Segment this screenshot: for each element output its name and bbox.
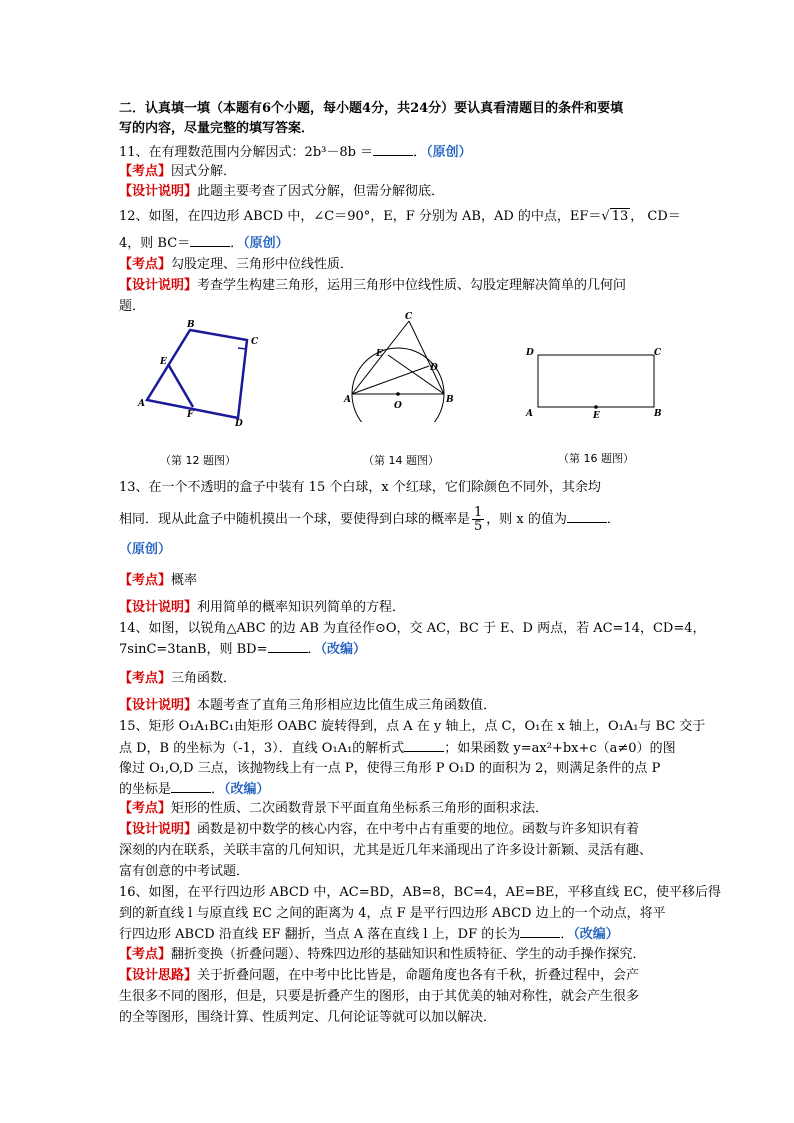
- q14-answer-blank[interactable]: [268, 640, 308, 653]
- q14-kaodian-text: 三角函数．: [171, 671, 237, 686]
- q13-sheji-tag: 【设计说明】: [119, 600, 198, 615]
- q12-sheji-tag: 【设计说明】: [119, 278, 198, 293]
- q12-end: ．: [230, 236, 244, 251]
- q12-sheji-line1: [119, 277, 679, 295]
- q15-sheji-line1: [119, 821, 679, 839]
- fig12-label-b: B: [187, 320, 195, 330]
- q14-sheji-text: 本题考查了直角三角形相应边比值生成三角函数值．: [197, 698, 497, 713]
- q11-kaodian: [119, 163, 679, 181]
- q12-kaodian: [119, 256, 679, 274]
- figure-16: [522, 340, 672, 420]
- q16-kaodian-text: 翻折变换（折叠问题）、特殊四边形的基础知识和性质特征、学生的动手操作探究．: [171, 947, 646, 962]
- q16-silu-line2: 生很多不同的图形，但是，只要是折叠产生的图形，由于其优美的轴对称性，就会产生很多: [119, 989, 640, 1004]
- q15-sheji-tag: 【设计说明】: [119, 822, 198, 837]
- q15-answer-blank-2[interactable]: [171, 780, 211, 793]
- q11-kaodian-text: 因式分解．: [171, 164, 237, 179]
- fig14-center-dot: [396, 392, 400, 396]
- q16-silu-line1: [119, 967, 679, 985]
- q15-line2b: ；如果函数 y=ax²+bx+c（a≠0）的图: [444, 741, 676, 756]
- fig14-label-o: O: [394, 401, 402, 411]
- q12-sqrt: 13: [611, 209, 629, 224]
- q16-answer-blank[interactable]: [520, 925, 560, 938]
- q12-question-line2: [119, 234, 679, 253]
- q14-sheji-tag: 【设计说明】: [119, 698, 198, 713]
- q11-source: （原创）: [426, 145, 472, 160]
- fig16-label-c: C: [654, 348, 662, 358]
- q13-question-line1: 13、在一个不透明的盒子中装有 15 个白球，x 个红球，它们除颜色不同外，其余均: [119, 480, 601, 495]
- q11-sheji-text: 此题主要考查了因式分解，但需分解彻底．: [197, 184, 445, 199]
- q15-sheji-line3: 富有创意的中考试题．: [119, 864, 250, 879]
- q11-question: [119, 143, 679, 162]
- q13-sheji: [119, 599, 679, 617]
- q14-sheji: [119, 697, 679, 715]
- fig14-caption: （第 14 题图）: [363, 454, 439, 467]
- q14-kaodian: [119, 670, 679, 688]
- q15-sheji-text1: 函数是初中数学的核心内容，在中考中占有重要的地位。函数与许多知识有着: [197, 822, 640, 837]
- q14-source: （改编）: [320, 642, 367, 657]
- q12-line2a: 4，则 BC＝: [119, 236, 191, 251]
- fig16-label-d: D: [526, 348, 534, 358]
- q15-kaodian-text: 矩形的性质、二次函数背景下平面直角坐标系三角形的面积求法．: [171, 801, 549, 816]
- fig14-segment-be: [388, 355, 444, 394]
- q11-kaodian-tag: 【考点】: [119, 164, 172, 179]
- q15-kaodian-tag: 【考点】: [119, 801, 172, 816]
- q15-source: （改编）: [224, 782, 270, 797]
- q16-question-line2: 到的新直线 l 与原直线 EC 之间的距离为 4，点 F 是平行四边形 ABCD 边上的一个动点，将平: [119, 906, 666, 921]
- q15-end: ．: [211, 782, 225, 797]
- q14-end: ．: [307, 642, 321, 657]
- q11-text: 11、在有理数范围内分解因式：2b³－8b ＝: [119, 145, 374, 160]
- fig16-rectangle: [538, 355, 654, 407]
- q11-sheji: [119, 183, 679, 201]
- fig12-segment-ef: [168, 364, 193, 407]
- q12-sheji-text1: 考查学生构建三角形，运用三角形中位线性质、勾股定理解决简单的几何问: [197, 278, 627, 293]
- q13-fraction: [472, 506, 484, 533]
- fig14-label-d: D: [430, 363, 438, 373]
- q15-kaodian: [119, 800, 679, 818]
- q12-text-a: 12、如图，在四边形 ABCD 中，∠C＝90°，E，F 分别为 AB，AD 的中点，EF＝: [119, 209, 602, 224]
- q12-text-b: ， CD＝: [630, 209, 681, 224]
- fig12-label-f: F: [187, 410, 194, 420]
- fig14-label-a: A: [344, 395, 351, 405]
- q12-answer-blank[interactable]: [190, 234, 230, 247]
- fig14-side-bc: [409, 321, 444, 394]
- q11-answer-blank[interactable]: [373, 143, 413, 156]
- q13-line2b: ，则 x 的值为: [486, 512, 567, 527]
- q16-question-line3: [119, 925, 679, 944]
- fig12-quadrilateral: [147, 330, 247, 418]
- q16-source: （改编）: [573, 927, 619, 942]
- q15-question-line3: 像过 O₁,O,D 三点，该抛物线上有一点 P，使得三角形 P O₁D 的面积为 2，则满足条件的点 P: [119, 761, 661, 776]
- section-heading-line1: 二．认真填一填（本题有6个小题，每小题4分，共24分）要认真看清题目的条件和要填: [119, 101, 624, 116]
- q11-sheji-tag: 【设计说明】: [119, 184, 198, 199]
- q12-question-line1: 12、如图，在四边形 ABCD 中，∠C＝90°，E，F 分别为 AB，AD 的中点，EF＝√ 13 ， CD＝: [119, 209, 681, 224]
- q15-question-line1: 15、矩形 O₁A₁BC₁由矩形 OABC 旋转得到，点 A 在 y 轴上，点 C，O₁在 x 轴上，O₁A₁与 BC 交于: [119, 719, 706, 734]
- fig16-label-a: A: [526, 409, 533, 419]
- q15-question-line2: [119, 739, 679, 758]
- q16-silu-text1: 关于折叠问题，在中考中比比皆是，命题角度也各有千秋，折叠过程中，会产: [197, 968, 640, 983]
- q14-kaodian-tag: 【考点】: [119, 671, 172, 686]
- q13-sheji-text: 利用简单的概率知识列简单的方程．: [197, 600, 406, 615]
- q13-source: （原创）: [119, 542, 172, 557]
- q15-question-line4: [119, 780, 679, 799]
- q15-line4a: 的坐标是: [119, 782, 172, 797]
- q13-frac-den: 5: [474, 519, 483, 534]
- q15-sheji-line2: 深刻的内在联系，关联丰富的几何知识，尤其是近几年来涌现出了许多设计新颖、灵活有趣、: [119, 843, 653, 858]
- q13-kaodian-tag: 【考点】: [119, 573, 172, 588]
- q12-kaodian-text: 勾股定理、三角形中位线性质．: [171, 257, 354, 272]
- q13-line2a: 相同．现从此盒子中随机摸出一个球，要使得到白球的概率是: [119, 512, 471, 527]
- q15-line2: 点 D，B 的坐标为（-1，3）．直线 O₁A₁的解析式: [119, 741, 405, 756]
- fig12-caption: （第 12 题图）: [160, 454, 236, 467]
- fig16-label-b: B: [654, 409, 662, 419]
- q13-kaodian-text: 概率: [171, 573, 198, 588]
- q16-end: ．: [560, 927, 574, 942]
- figure-14: [342, 310, 454, 422]
- q13-end: ．: [606, 512, 620, 527]
- q16-silu-line3: 的全等图形，围绕计算、性质判定、几何论证等就可以加以解决．: [119, 1010, 497, 1025]
- q16-kaodian: [119, 946, 679, 964]
- q16-silu-tag: 【设计思路】: [119, 968, 198, 983]
- fig12-label-e: E: [160, 357, 167, 367]
- q16-line3a: 行四边形 ABCD 沿直线 EF 翻折，当点 A 落在直线 l 上，DF 的长为: [119, 927, 521, 942]
- fig16-caption: （第 16 题图）: [558, 452, 634, 465]
- fig12-label-a: A: [138, 399, 145, 409]
- q13-question-line2: [119, 505, 679, 535]
- q11-end: ．: [413, 145, 427, 160]
- q12-sheji-line2: 题．: [119, 299, 146, 314]
- fig12-label-d: D: [235, 419, 243, 429]
- fig12-label-c: C: [251, 337, 259, 347]
- fig16-label-e: E: [593, 411, 600, 420]
- fig16-point-e-dot: [594, 405, 598, 409]
- q14-question-line2: [119, 640, 679, 659]
- q16-kaodian-tag: 【考点】: [119, 947, 172, 962]
- q13-kaodian: [119, 572, 679, 590]
- q14-question-line1: 14、如图，以锐角△ABC 的边 AB 为直径作⊙O，交 AC，BC 于 E、D 两点，若 AC=14，CD=4，: [119, 621, 706, 636]
- q12-source: （原创）: [243, 236, 289, 251]
- q13-frac-num: 1: [474, 505, 483, 520]
- q13-answer-blank[interactable]: [567, 510, 607, 523]
- q15-answer-blank-1[interactable]: [404, 739, 444, 752]
- q14-line2a: 7sinC=3tanB，则 BD=: [119, 642, 268, 657]
- figure-12: [130, 318, 270, 430]
- q12-kaodian-tag: 【考点】: [119, 257, 172, 272]
- q16-question-line1: 16、如图，在平行四边形 ABCD 中，AC=BD，AB=8，BC=4，AE=BE，平移直线 EC，使平移后得: [119, 885, 721, 900]
- fig14-label-b: B: [446, 395, 454, 405]
- fig14-label-e: E: [376, 349, 383, 359]
- fig14-label-c: C: [405, 312, 413, 322]
- section-heading-line2: 写的内容，尽量完整的填写答案．: [119, 121, 315, 136]
